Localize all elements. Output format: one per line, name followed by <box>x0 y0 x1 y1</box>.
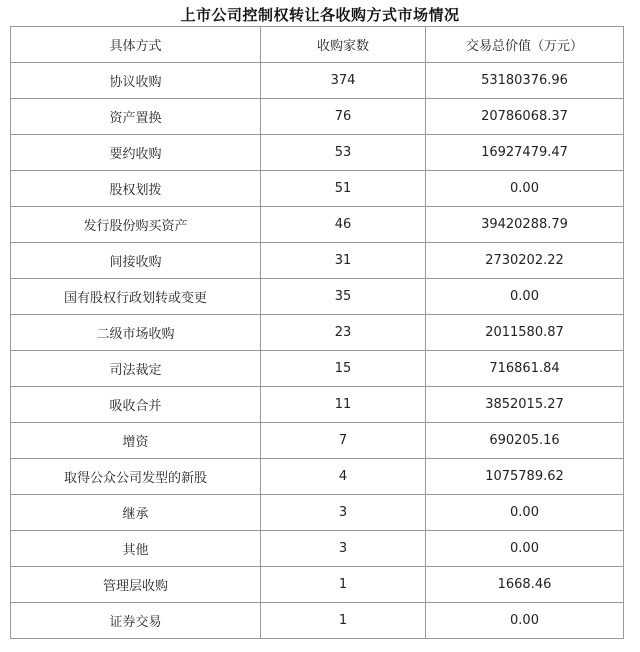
cell-count: 53 <box>261 135 426 171</box>
cell-count: 3 <box>261 495 426 531</box>
table-row <box>11 423 624 459</box>
table-row <box>11 351 624 387</box>
cell-method: 取得公众公司发型的新股 <box>11 459 261 495</box>
table-row <box>11 459 624 495</box>
cell-method: 其他 <box>11 531 261 567</box>
cell-count: 1 <box>261 603 426 639</box>
table-row <box>11 207 624 243</box>
cell-method: 国有股权行政划转或变更 <box>11 279 261 315</box>
cell-count: 76 <box>261 99 426 135</box>
table-row <box>11 567 624 603</box>
cell-value: 2730202.22 <box>426 243 624 279</box>
header-total-value: 交易总价值（万元） <box>426 27 624 63</box>
table-title: 上市公司控制权转让各收购方式市场情况 <box>180 6 460 24</box>
cell-method: 资产置换 <box>11 99 261 135</box>
table-row <box>11 387 624 423</box>
table-row <box>11 135 624 171</box>
cell-method: 间接收购 <box>11 243 261 279</box>
cell-count: 4 <box>261 459 426 495</box>
cell-method: 二级市场收购 <box>11 315 261 351</box>
cell-method: 管理层收购 <box>11 567 261 603</box>
cell-value: 0.00 <box>426 495 624 531</box>
cell-value: 16927479.47 <box>426 135 624 171</box>
cell-count: 46 <box>261 207 426 243</box>
table-row <box>11 279 624 315</box>
cell-method: 吸收合并 <box>11 387 261 423</box>
cell-value: 0.00 <box>426 603 624 639</box>
cell-method: 证券交易 <box>11 603 261 639</box>
cell-count: 35 <box>261 279 426 315</box>
table-row <box>11 315 624 351</box>
cell-value: 53180376.96 <box>426 63 624 99</box>
cell-value: 39420288.79 <box>426 207 624 243</box>
cell-method: 要约收购 <box>11 135 261 171</box>
cell-method: 协议收购 <box>11 63 261 99</box>
cell-count: 1 <box>261 567 426 603</box>
cell-value: 0.00 <box>426 171 624 207</box>
cell-count: 7 <box>261 423 426 459</box>
cell-count: 31 <box>261 243 426 279</box>
cell-count: 51 <box>261 171 426 207</box>
cell-value: 1668.46 <box>426 567 624 603</box>
table-row <box>11 531 624 567</box>
cell-count: 374 <box>261 63 426 99</box>
cell-value: 3852015.27 <box>426 387 624 423</box>
cell-value: 20786068.37 <box>426 99 624 135</box>
cell-value: 1075789.62 <box>426 459 624 495</box>
table-row <box>11 171 624 207</box>
table-row <box>11 495 624 531</box>
cell-count: 3 <box>261 531 426 567</box>
cell-value: 0.00 <box>426 531 624 567</box>
cell-count: 23 <box>261 315 426 351</box>
data-table <box>10 26 624 639</box>
table-header-row <box>11 27 624 63</box>
header-count: 收购家数 <box>261 27 426 63</box>
table-row <box>11 603 624 639</box>
cell-value: 716861.84 <box>426 351 624 387</box>
cell-value: 690205.16 <box>426 423 624 459</box>
cell-value: 2011580.87 <box>426 315 624 351</box>
cell-method: 司法裁定 <box>11 351 261 387</box>
cell-method: 发行股份购买资产 <box>11 207 261 243</box>
data-table-container <box>10 26 623 639</box>
table-row <box>11 243 624 279</box>
cell-count: 11 <box>261 387 426 423</box>
cell-method: 增资 <box>11 423 261 459</box>
header-method: 具体方式 <box>11 27 261 63</box>
table-row <box>11 63 624 99</box>
table-row <box>11 99 624 135</box>
cell-count: 15 <box>261 351 426 387</box>
cell-method: 继承 <box>11 495 261 531</box>
cell-value: 0.00 <box>426 279 624 315</box>
cell-method: 股权划拨 <box>11 171 261 207</box>
